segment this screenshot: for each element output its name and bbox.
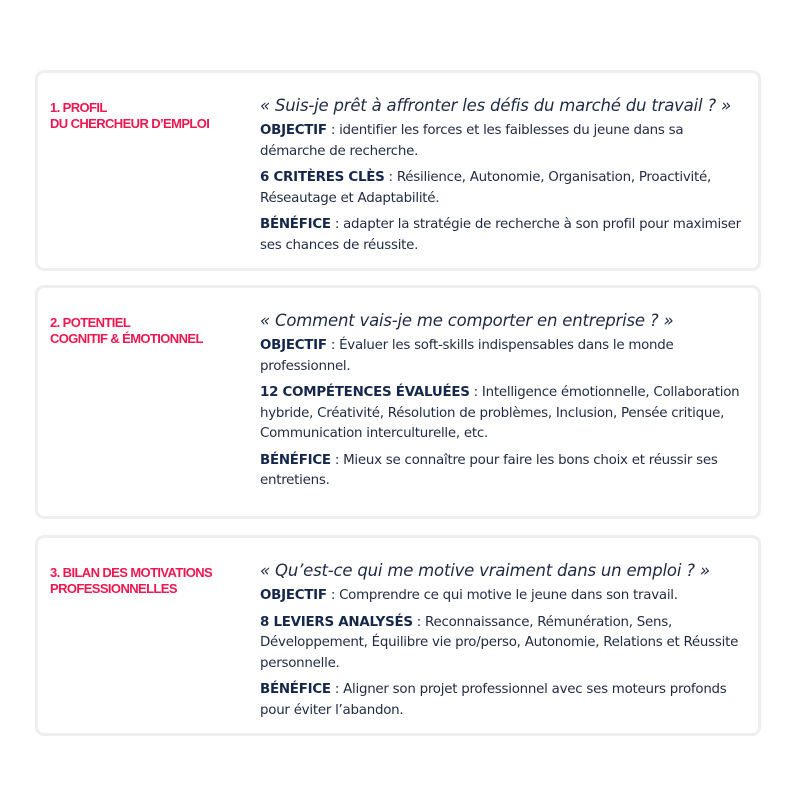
objectif-text: : Comprendre ce qui motive le jeune dans son travail. [326, 588, 678, 603]
card-title [50, 315, 250, 347]
objectif-text: : Évaluer les soft-skills indispensables dans le monde professionnel. [260, 338, 674, 374]
objectif-text: : identifier les forces et les faiblesses du jeune dans sa démarche de recherche. [260, 123, 684, 159]
card-body [260, 95, 750, 262]
objectif-paragraph [260, 121, 750, 162]
card-title-line1: 1. PROFIL [50, 100, 107, 115]
objectif-label: OBJECTIF [260, 338, 327, 353]
benefice-label: BÉNÉFICE [260, 452, 331, 468]
card-bilan-motivations [35, 535, 761, 736]
benefice-text: : Mieux se connaître pour faire les bons choix et réussir ses entretiens. [260, 452, 718, 488]
card-body [260, 560, 750, 727]
benefice-label: BÉNÉFICE [260, 217, 331, 232]
criteria-paragraph [260, 168, 750, 209]
criteria-text: : Reconnaissance, Rémunération, Sens, Développement, Équilibre vie pro/perso, Autonomie, Relations et Réussite personnelle. [260, 614, 739, 671]
criteria-label: 8 LEVIERS ANALYSÉS [260, 614, 413, 630]
objectif-paragraph [260, 336, 750, 377]
card-title-line1: 2. POTENTIEL [50, 315, 131, 330]
benefice-text: : adapter la stratégie de recherche à son profil pour maximiser ses chances de réussite. [260, 217, 741, 253]
objectif-paragraph [260, 586, 750, 607]
criteria-text: : Résilience, Autonomie, Organisation, Proactivité, Réseautage et Adaptabilité. [260, 170, 712, 206]
card-title-line2: PROFESSIONNELLES [50, 581, 177, 596]
card-profil-chercheur [35, 70, 761, 271]
card-question: « Suis-je prêt à affronter les défis du marché du travail ? » [260, 96, 731, 115]
card-title-line2: COGNITIF & ÉMOTIONNEL [50, 331, 203, 346]
benefice-label: BÉNÉFICE [260, 682, 331, 697]
benefice-paragraph [260, 451, 750, 492]
benefice-paragraph [260, 215, 750, 256]
criteria-paragraph [260, 613, 750, 675]
card-question: « Comment vais-je me comporter en entreprise ? » [260, 311, 674, 330]
card-title-line1: 3. BILAN DES MOTIVATIONS [50, 565, 213, 580]
card-potentiel-cognitif [35, 285, 761, 519]
card-title [50, 565, 250, 597]
card-title-line2: DU CHERCHEUR D’EMPLOI [50, 116, 210, 131]
card-title [50, 100, 250, 132]
benefice-paragraph [260, 680, 750, 721]
objectif-label: OBJECTIF [260, 588, 327, 603]
criteria-label: 6 CRITÈRES CLÈS [260, 170, 385, 185]
card-question: « Qu’est-ce qui me motive vraiment dans un emploi ? » [260, 561, 710, 580]
benefice-text: : Aligner son projet professionnel avec ses moteurs profonds pour éviter l’abandon. [260, 682, 727, 718]
card-body [260, 310, 750, 498]
criteria-label: 12 COMPÉTENCES ÉVALUÉES [260, 385, 470, 400]
objectif-label: OBJECTIF [260, 123, 327, 138]
criteria-paragraph [260, 383, 750, 445]
criteria-text: : Intelligence émotionnelle, Collaboration hybride, Créativité, Résolution de problèmes, Inclusion, Pensée critique, Communication interculturelle, etc. [260, 385, 740, 441]
